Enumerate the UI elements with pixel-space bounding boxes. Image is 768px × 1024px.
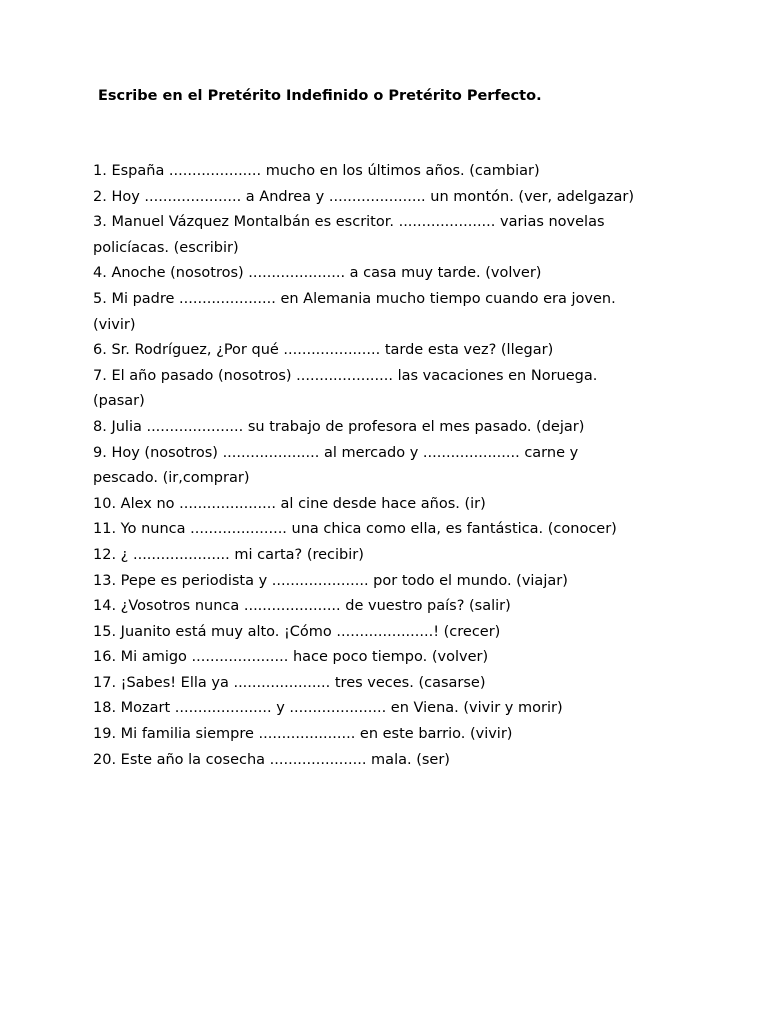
exercise-line: 7. El año pasado (nosotros) ..................... las vacaciones en Noruega. [93, 367, 598, 384]
exercise-line: 19. Mi familia siempre ..................... en este barrio. (vivir) [93, 726, 513, 743]
exercise-line-continuation: pescado. (ir,comprar) [93, 470, 250, 487]
exercise-line: 3. Manuel Vázquez Montalbán es escritor. ..................... varias novelas [93, 214, 605, 231]
exercise-line: 8. Julia ..................... su trabajo de profesora el mes pasado. (dejar) [93, 418, 585, 435]
exercise-line: 14. ¿Vosotros nunca ..................... de vuestro país? (salir) [93, 598, 511, 615]
exercise-line: 4. Anoche (nosotros) ..................... a casa muy tarde. (volver) [93, 265, 542, 282]
exercise-line: 6. Sr. Rodríguez, ¿Por qué ..................... tarde esta vez? (llegar) [93, 342, 554, 359]
exercise-line: 2. Hoy ..................... a Andrea y ..................... un montón. (ver, adelgazar) [93, 188, 634, 205]
page-title: Escribe en el Pretérito Indefinido o Pretérito Perfecto. [98, 88, 542, 104]
exercise-line-continuation: policíacas. (escribir) [93, 239, 239, 256]
exercise-line: 20. Este año la cosecha ..................... mala. (ser) [93, 751, 450, 768]
exercise-line: 12. ¿ ..................... mi carta? (recibir) [93, 546, 364, 563]
exercise-line: 17. ¡Sabes! Ella ya ..................... tres veces. (casarse) [93, 674, 486, 691]
exercise-line-continuation: (vivir) [93, 316, 136, 333]
exercise-line-continuation: (pasar) [93, 393, 145, 410]
exercise-line: 15. Juanito está muy alto. ¡Cómo .....................! (crecer) [93, 623, 501, 640]
exercise-line: 18. Mozart ..................... y ..................... en Viena. (vivir y morir) [93, 700, 563, 717]
exercise-line: 5. Mi padre ..................... en Alemania mucho tiempo cuando era joven. [93, 290, 616, 307]
exercise-line: 9. Hoy (nosotros) ..................... al mercado y ..................... carne y [93, 444, 579, 461]
exercise-line: 13. Pepe es periodista y ..................... por todo el mundo. (viajar) [93, 572, 568, 589]
exercise-line: 16. Mi amigo ..................... hace poco tiempo. (volver) [93, 649, 489, 666]
exercise-line: 10. Alex no ..................... al cine desde hace años. (ir) [93, 495, 486, 512]
exercise-list [93, 159, 693, 773]
exercise-line: 1. España .................... mucho en los últimos años. (cambiar) [93, 163, 540, 179]
exercise-line: 11. Yo nunca ..................... una chica como ella, es fantástica. (conocer) [93, 521, 617, 538]
